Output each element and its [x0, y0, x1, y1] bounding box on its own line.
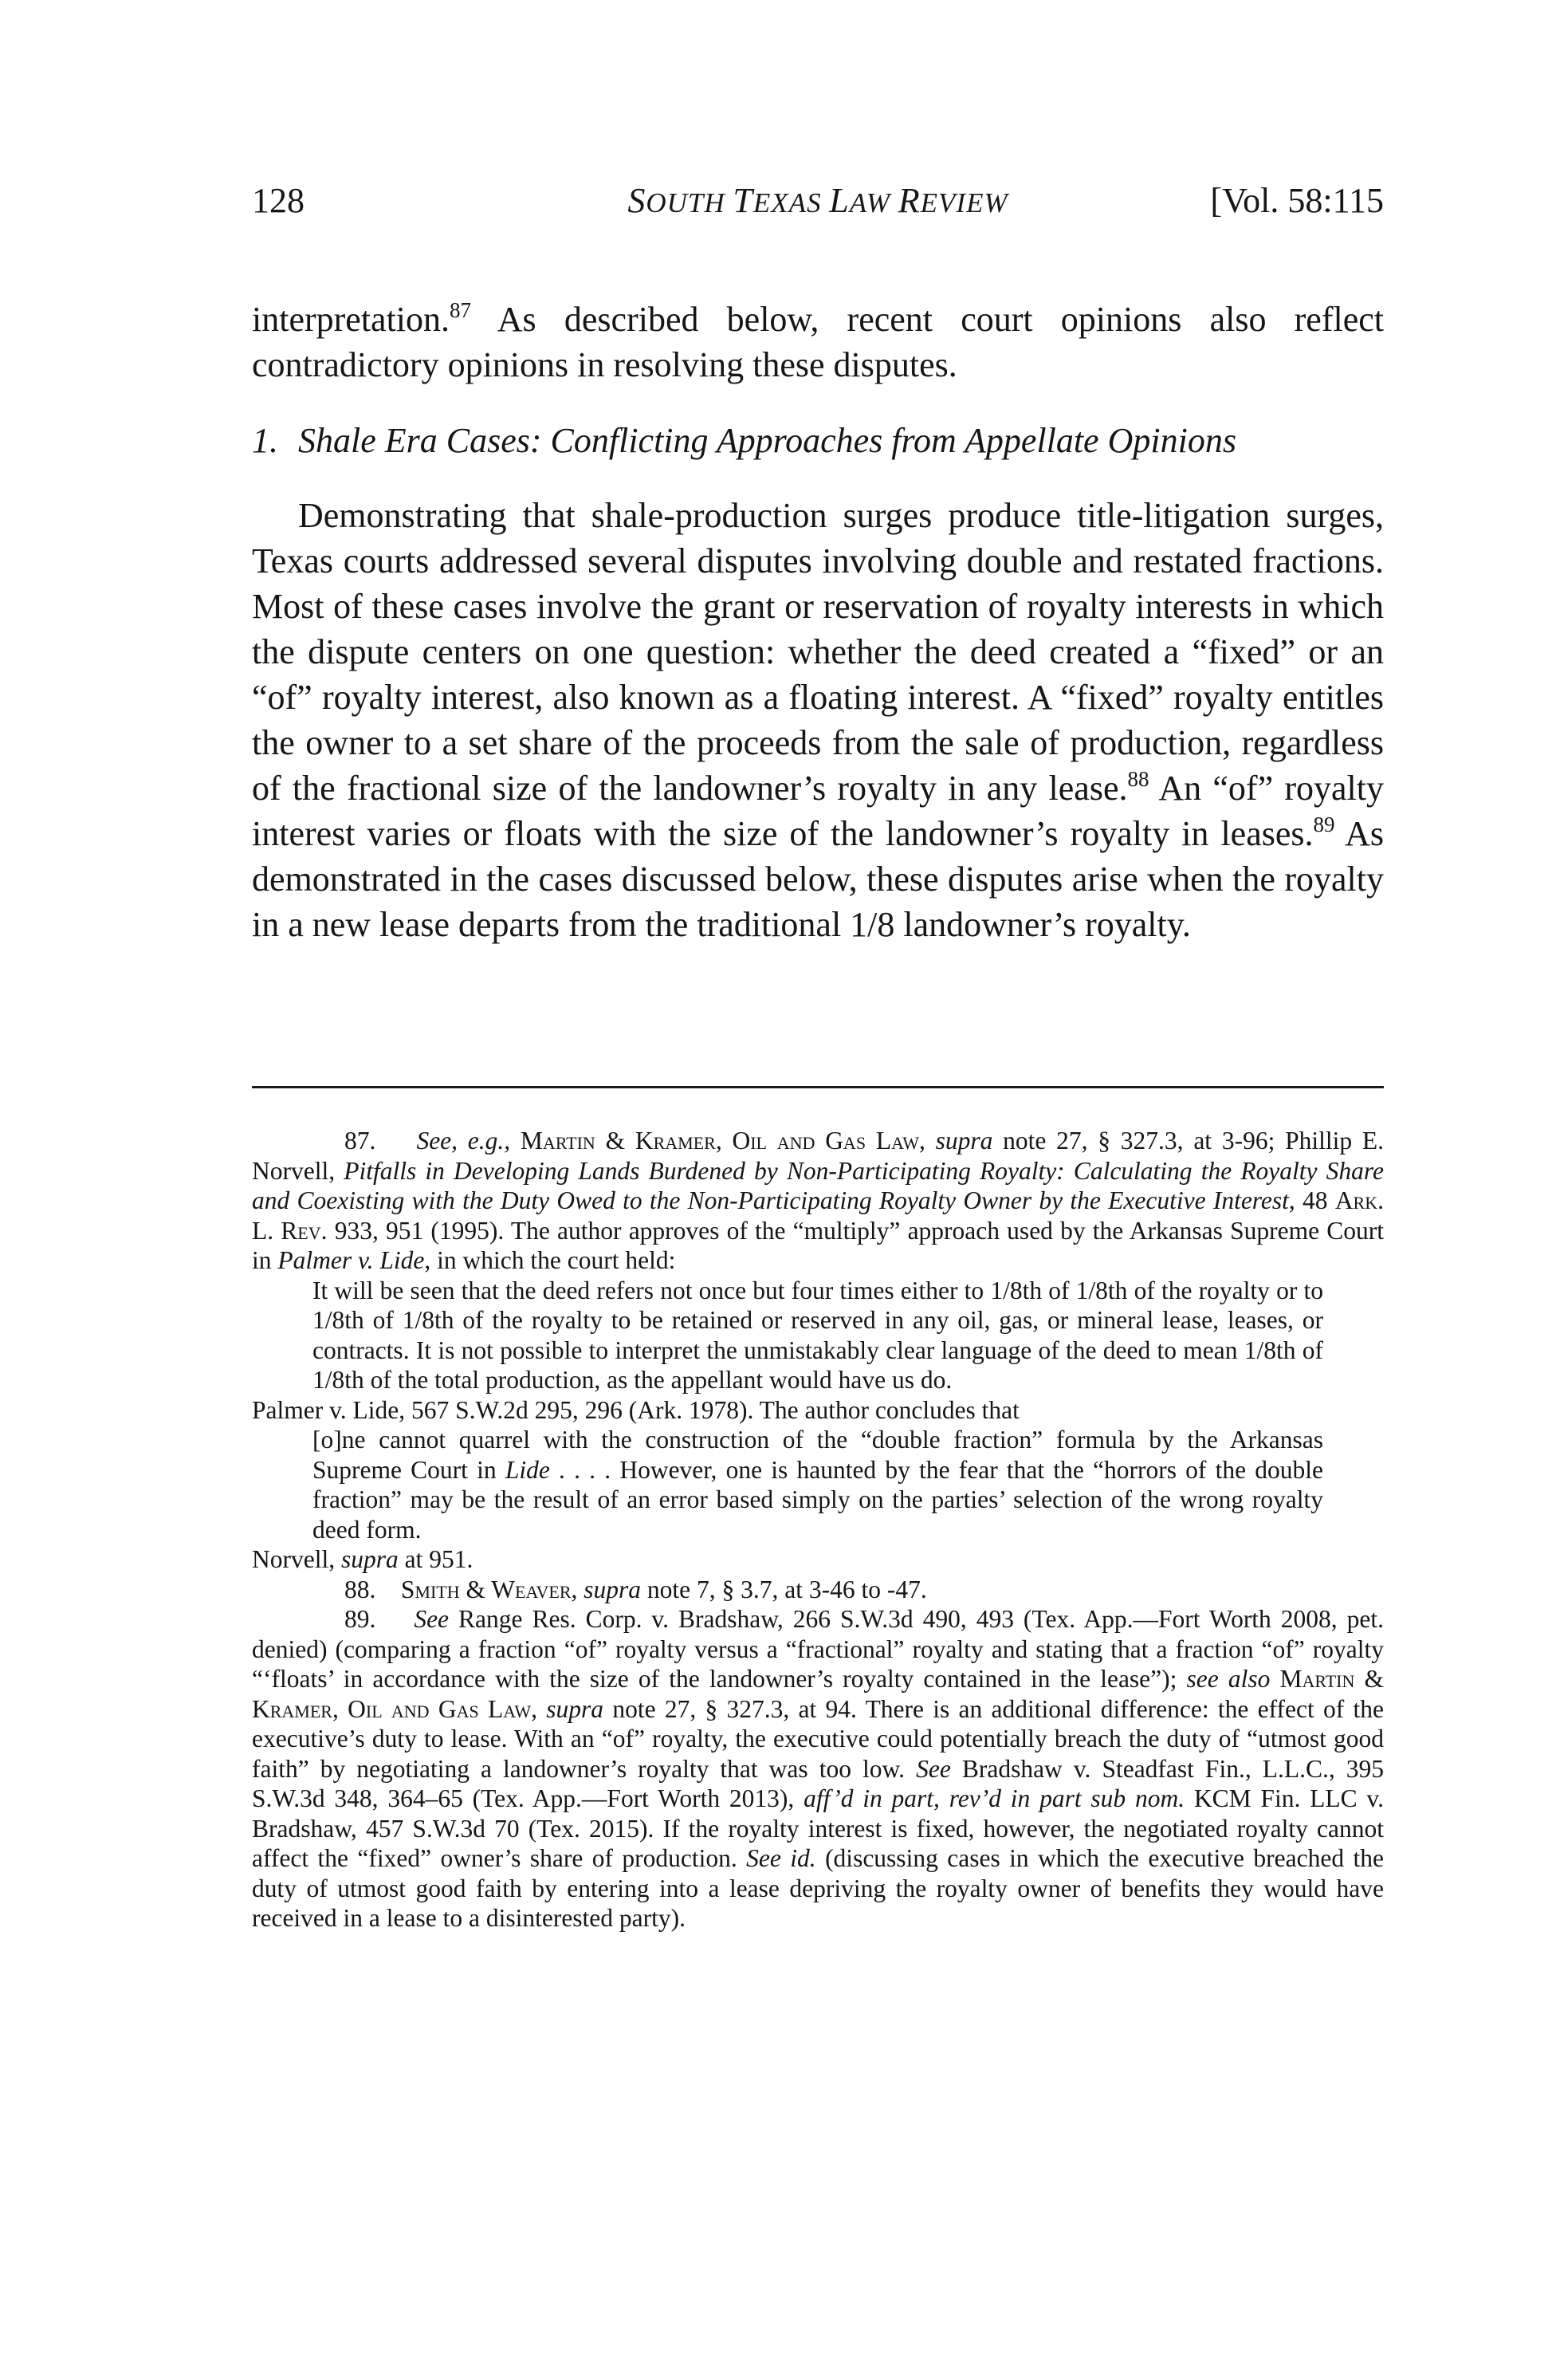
footnote-divider [252, 1086, 1384, 1088]
body-paragraph-2: Demonstrating that shale-production surges produce title-litigation surges, Texas courts addressed several disputes involving double and restated fractions. Most of these cases involve the grant or reservation of royalty interests in which the dispute centers on one question: whether the deed created a “fixed” or an “of” royalty interest, also known as a floating interest. A “fixed” royalty entitles the owner to a set share of the proceeds from the sale of production, regardless of the fractional size of the landowner’s royalty in any lease.$^{88}$ An “of” royalty interest varies or floats with the size of the landowner’s royalty in leases.$^{89}$ As demonstrated in the cases discussed below, these disputes arise when the royalty in a new lease departs from the traditional 1/8 landowner’s royalty. [252, 496, 1384, 944]
volume-citation: [Vol. 58:115 [1210, 181, 1384, 220]
footnote-89: 89. See Range Res. Corp. v. Bradshaw, 266 S.W.3d 490, 493 (Tex. App.—Fort Worth 2008, pet. denied) (comparing a fraction “of” royalty versus a “fractional” royalty and stating that a fraction “of” royalty “‘floats’ in accordance with the size of the landowner’s royalty contained in the lease”); see also Martin & Kramer, Oil and Gas Law, supra note 27, § 327.3, at 94. There is an additional difference: the effect of the executive’s duty to lease. With an “of” royalty, the executive could potentially breach the duty of “utmost good faith” by negotiating a landowner’s royalty that was too low. See Bradshaw v. Steadfast Fin., L.L.C., 395 S.W.3d 348, 364–65 (Tex. App.—Fort Worth 2013), aff’d in part, rev’d in part sub nom. KCM Fin. LLC v. Bradshaw, 457 S.W.3d 70 (Tex. 2015). If the royalty interest is fixed, however, the negotiated royalty cannot affect the “fixed” owner’s share of production. See id. (discussing cases in which the executive breached the duty of utmost good faith by entering into a lease depriving the royalty owner of benefits they would have received in a lease to a disinterested party). [252, 1605, 1385, 1932]
section-heading-text: Shale Era Cases: Conflicting Approaches from Appellate Opinions [298, 421, 1236, 460]
body-paragraph-1: interpretation.$^{87}$ As described below, recent court opinions also reflect contradictory opinions in resolving these disputes. [252, 298, 1384, 384]
footnote-87-quote-1: It will be seen that the deed refers not once but four times either to 1/8th of 1/8th of the royalty or to 1/8th of 1/8th of the royalty to be retained or reserved in any oil, gas, or mineral lease, leases, or contracts. It is not possible to interpret the unmistakably clear language of the deed to mean 1/8th of 1/8th of the total production, as the appellant would have us do. [312, 1276, 1323, 1394]
footnote-87-citation-1: Palmer v. Lide, 567 S.W.2d 295, 296 (Ark. 1978). The author concludes that [252, 1395, 1020, 1424]
footnotes [252, 1126, 1384, 1934]
footnote-87: 87. See, e.g., Martin & Kramer, Oil and Gas Law, supra note 27, § 327.3, at 3-96; Phillip E. Norvell, Pitfalls in Developing Lands Burdened by Non-Participating Royalty: Calculating the Royalty Share and Coexisting with the Duty Owed to the Non-Participating Royalty Owner by the Executive Interest, 48 Ark. L. Rev. 933, 951 (1995). The author approves of the “multiply” approach used by the Arkansas Supreme Court in Palmer v. Lide, in which the court held: [252, 1127, 1385, 1274]
footnote-ref-88[interactable]: 88 [1127, 767, 1149, 791]
section-number: 1. [252, 421, 278, 460]
footnote-ref-89[interactable]: 89 [1313, 812, 1335, 836]
page-number: 128 [252, 181, 305, 220]
footnote-88: 88. Smith & Weaver, supra note 7, § 3.7, at 3-46 to -47. [344, 1575, 927, 1603]
journal-title: SOUTH TEXAS LAW REVIEW [627, 181, 1008, 220]
section-heading [252, 418, 1384, 463]
footnote-87-citation-2: Norvell, supra at 951. [252, 1545, 473, 1573]
page [252, 0, 1384, 2380]
footnote-ref-87[interactable]: 87 [450, 298, 472, 322]
footnote-87-quote-2: [o]ne cannot quarrel with the construction of the “double fraction” formula by the Arkansas Supreme Court in Lide . . . . However, one is haunted by the fear that the “horrors of the double fraction” may be the result of an error based simply on the parties’ selection of the wrong royalty deed form. [312, 1426, 1324, 1544]
running-head [252, 177, 1384, 225]
